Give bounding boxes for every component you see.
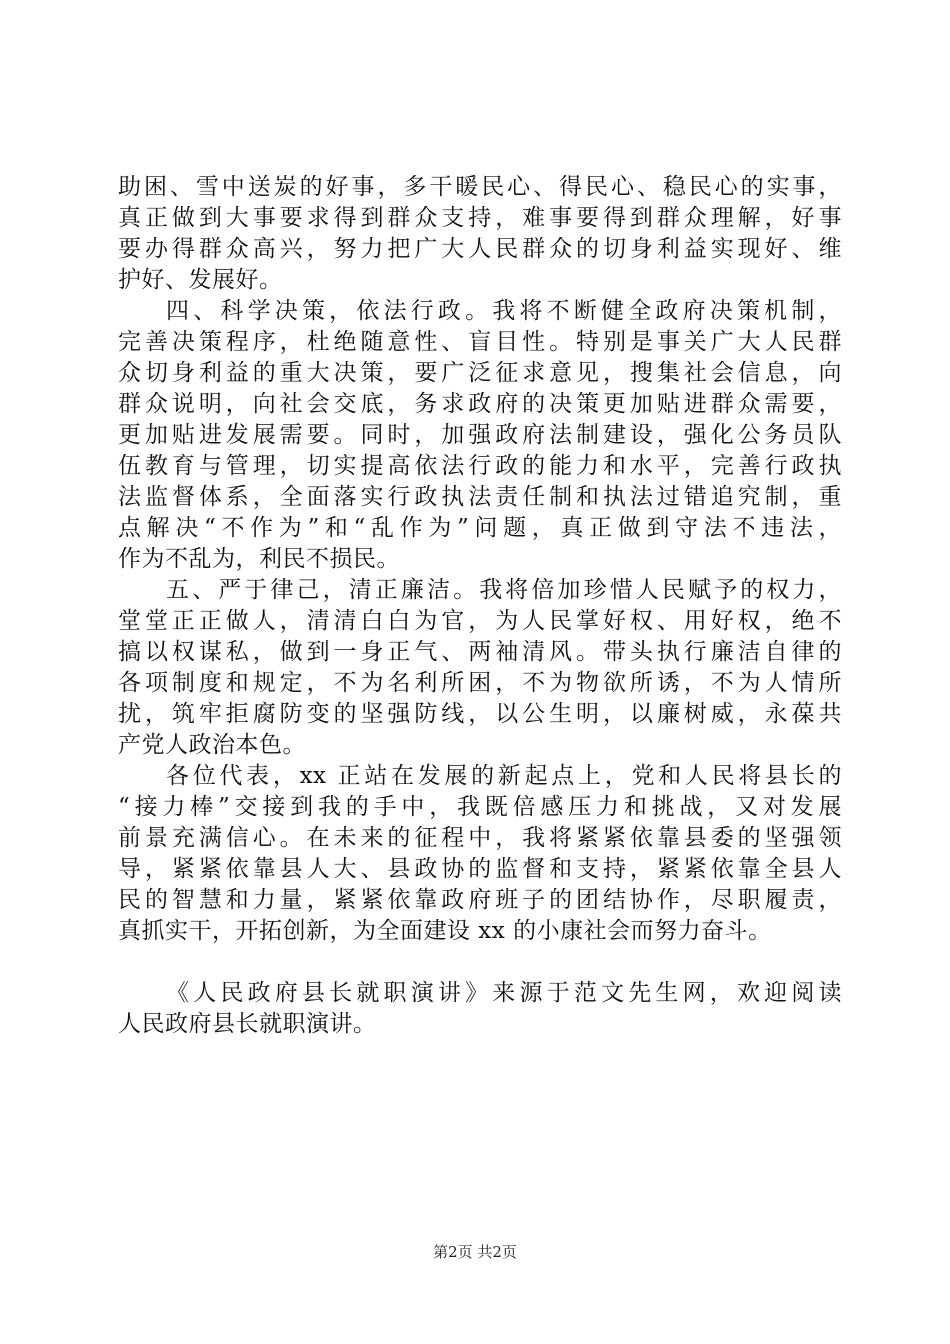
text-line: 《人民政府县长就职演讲》来源于范文先生网，欢迎阅读 bbox=[166, 980, 842, 1006]
text-line: 产党人政治本色。 bbox=[118, 732, 306, 758]
text-line: 扰，筑牢拒腐防变的坚强防线，以公生明，以廉树威，永葆共 bbox=[118, 701, 842, 727]
text-line: 人民政府县长就职演讲。 bbox=[118, 1011, 377, 1037]
text-line: “接力棒”交接到我的手中，我既倍感压力和挑战，又对发展 bbox=[118, 794, 842, 820]
text-line: 堂堂正正做人，清清白白为官，为人民掌好权、用好权，绝不 bbox=[118, 608, 842, 634]
paragraph-continuation bbox=[118, 172, 842, 296]
text-line: 真正做到大事要求得到群众支持，难事要得到群众理解，好事 bbox=[118, 205, 842, 231]
text-line: 伍教育与管理，切实提高依法行政的能力和水平，完善行政执 bbox=[118, 453, 842, 479]
paragraph-closing bbox=[118, 761, 842, 947]
text-line: 四、科学决策，依法行政。我将不断健全政府决策机制， bbox=[166, 298, 842, 324]
document-body bbox=[118, 172, 842, 1040]
text-line: 众切身利益的重大决策，要广泛征求意见，搜集社会信息，向 bbox=[118, 360, 842, 386]
text-line: 五、严于律己，清正廉洁。我将倍加珍惜人民赋予的权力， bbox=[166, 577, 842, 603]
text-line: 更加贴进发展需要。同时，加强政府法制建设，强化公务员队 bbox=[118, 422, 842, 448]
paragraph-spacer bbox=[118, 947, 842, 978]
text-line: 各项制度和规定，不为名利所困，不为物欲所诱，不为人情所 bbox=[118, 670, 842, 696]
text-line: 护好、发展好。 bbox=[118, 267, 283, 293]
text-line: 要办得群众高兴，努力把广大人民群众的切身利益实现好、维 bbox=[118, 236, 842, 262]
text-line: 民的智慧和力量，紧紧依靠政府班子的团结协作，尽职履责， bbox=[118, 887, 842, 913]
text-line: 搞以权谋私，做到一身正气、两袖清风。带头执行廉洁自律的 bbox=[118, 639, 842, 665]
paragraph-section-five bbox=[118, 575, 842, 761]
source-note bbox=[118, 978, 842, 1040]
text-line: 完善决策程序，杜绝随意性、盲目性。特别是事关广大人民群 bbox=[118, 329, 842, 355]
page-number-footer: 第2页 共2页 bbox=[433, 1243, 517, 1261]
text-line: 作为不乱为，利民不损民。 bbox=[118, 546, 400, 572]
text-line: 群众说明，向社会交底，务求政府的决策更加贴进群众需要， bbox=[118, 391, 842, 417]
text-line: 助困、雪中送炭的好事，多干暖民心、得民心、稳民心的实事， bbox=[118, 174, 842, 200]
text-line: 法监督体系，全面落实行政执法责任制和执法过错追究制，重 bbox=[118, 484, 842, 510]
text-line: 前景充满信心。在未来的征程中，我将紧紧依靠县委的坚强领 bbox=[118, 825, 842, 851]
paragraph-section-four bbox=[118, 296, 842, 575]
text-line: 导，紧紧依靠县人大、县政协的监督和支持，紧紧依靠全县人 bbox=[118, 856, 842, 882]
text-line: 真抓实干，开拓创新，为全面建设 xx 的小康社会而努力奋斗。 bbox=[118, 918, 772, 944]
text-line: 各位代表，xx 正站在发展的新起点上，党和人民将县长的 bbox=[166, 763, 842, 789]
text-line: 点解决“不作为”和“乱作为”问题，真正做到守法不违法， bbox=[118, 515, 842, 541]
